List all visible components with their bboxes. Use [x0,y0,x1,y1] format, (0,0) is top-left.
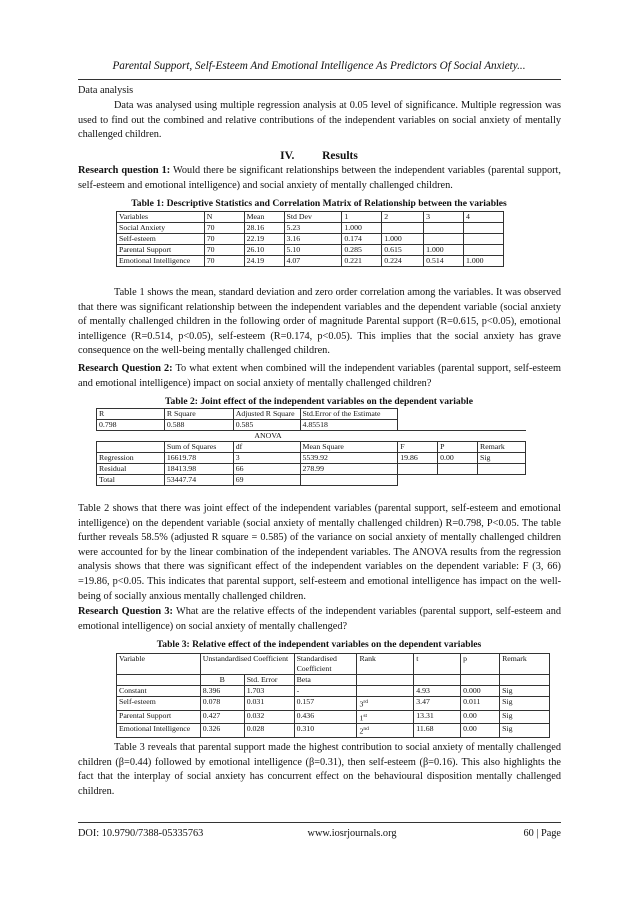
running-header: Parental Support, Self-Esteem And Emotional Intelligence As Predictors Of Social Anxiety... [112,60,526,72]
table3-header-cell: B [200,675,244,686]
section-heading [0,150,638,162]
section-number: IV. [280,150,295,162]
table-cell: 3 [233,453,300,464]
rq1-paragraph [78,164,561,193]
table-cell: 1.703 [244,686,294,697]
table-cell: 4.93 [414,686,461,697]
table-cell: 278.99 [300,464,398,475]
table-row [117,686,550,697]
table-cell: 0.000 [461,686,500,697]
table-row [117,724,550,738]
table-cell [478,475,526,486]
rank-suffix: st [363,712,368,719]
table-cell: 11.68 [414,724,461,738]
rq3-paragraph [78,605,561,634]
table3-header-cell: Variable [117,654,201,675]
table-row [97,464,526,475]
table-cell [438,464,478,475]
table-cell: 0.078 [200,697,244,711]
table-cell: 16619.78 [164,453,233,464]
table-cell: 66 [233,464,300,475]
table2-anova-header-row [97,442,526,453]
table-cell: 0.326 [200,724,244,738]
table-cell: 0.514 [424,256,464,267]
table-cell: 5.23 [284,223,342,234]
table-cell: Emotional Intelligence [117,256,205,267]
rq2-label: Research Question 2: [78,363,173,374]
rank-value: 3 [359,699,364,709]
table-cell: 26.10 [244,245,284,256]
footer-rule [78,822,561,823]
table-cell [438,475,478,486]
table-cell: - [294,686,357,697]
table-cell: 0.031 [244,697,294,711]
table-cell [398,464,438,475]
table-cell: 1.000 [424,245,464,256]
table3-blank-cell [500,675,550,686]
table-cell: 24.19 [244,256,284,267]
rank-suffix: rd [363,699,368,705]
table-row [117,223,504,234]
footer-page: 60 | Page [523,828,561,839]
table-cell: Residual [97,464,165,475]
rank-cell [357,686,414,697]
table-cell: 70 [204,234,244,245]
table-cell [424,223,464,234]
table-cell: 0.585 [233,420,300,431]
rank-cell [357,710,414,724]
table-cell: Social Anxiety [117,223,205,234]
table2-header-cell: F [398,442,438,453]
header-rule [78,79,561,80]
rq2-text: To what extent when combined will the independent variables (parental support, self-esteem and emotional intelligence) impact on social anxiety of mentally challenged children? [78,363,562,389]
table-cell [478,464,526,475]
table-cell: 22.19 [244,234,284,245]
table-cell: 0.028 [244,724,294,738]
table-row [117,245,504,256]
table-cell: 0.011 [461,697,500,711]
rank-cell [357,697,414,711]
rq3-text: What are the relative effects of the independent variables (parental support, self-esteem and emotional intelligence) on social anxiety of mentally challenged? [78,606,561,632]
table2-summary-header-row [97,409,526,420]
table-cell: 0.221 [342,256,382,267]
table2-header-cell: Mean Square [300,442,398,453]
table-cell: Parental Support [117,245,205,256]
table-cell: 0.798 [97,420,165,431]
table1-header-row [117,212,504,223]
table2-blank-cell [398,409,526,420]
table2-header-cell: Sum of Squares [164,442,233,453]
table-cell: 8.396 [200,686,244,697]
table-row [117,710,550,724]
table2-blank-cell [398,420,526,431]
table-cell: 0.615 [382,245,424,256]
table3-header-cell: Unstandardised Coefficient [200,654,294,675]
table2-header-cell: R [97,409,165,420]
table3-header-cell: Rank [357,654,414,675]
table-cell: Sig [500,686,550,697]
rank-cell [357,724,414,738]
table2-header-cell: Remark [478,442,526,453]
table2-header-cell: P [438,442,478,453]
table-cell: 5.10 [284,245,342,256]
table1-header-cell: Std Dev [284,212,342,223]
table1 [116,211,504,267]
table-cell: Sig [478,453,526,464]
table1-header-cell: Variables [117,212,205,223]
table-cell: 28.16 [244,223,284,234]
table-cell: 18413.98 [164,464,233,475]
table-cell: 70 [204,256,244,267]
table-cell: 53447.74 [164,475,233,486]
table2-discussion: Table 2 shows that there was joint effect of the independent variables (parental support, self-esteem and emotional intelligence) on the dependent variable (social anxiety of mentally challenged children) R=0.798, P<0.05. The table further reveals 58.5% (adjusted R square = 0.585) of the variance on social anxiety of mentally challenged children were accounted for by the linear combination of the independent variables. The ANOVA results from the regression analysis shows that there was significant effect of the independent variables on the dependent variable: F (3, 66) =19.86, p<0.05. This indicates that parental support, self-esteem and emotional intelligence has impact on the well-being of socially anxious mentally challenged children. [78,503,561,602]
table-cell [398,475,438,486]
table-cell: 0.285 [342,245,382,256]
table-cell: 0.588 [164,420,233,431]
table2-header-cell: Std.Error of the Estimate [300,409,398,420]
table3-header-cell: Remark [500,654,550,675]
footer-site: www.iosrjournals.org [307,828,397,839]
table-cell [300,475,398,486]
table-cell [424,234,464,245]
table-row [97,475,526,486]
rq1-label: Research question 1: [78,165,171,176]
table1-caption: Table 1: Descriptive Statistics and Correlation Matrix of Relationship between the variables [131,198,507,209]
table-cell: 4.85518 [300,420,398,431]
anova-title [97,431,526,442]
table-row [117,697,550,711]
table-cell: 19.86 [398,453,438,464]
section-title: Results [322,150,358,162]
table-cell: Sig [500,697,550,711]
table3-caption: Table 3: Relative effect of the independent variables on the dependent variables [156,639,482,650]
table3-header-cell: Standardised Coefficient [294,654,357,675]
table-cell: 0.00 [461,710,500,724]
table-cell: 0.00 [461,724,500,738]
table3-blank-cell [414,675,461,686]
data-analysis-paragraph: Data was analysed using multiple regression analysis at 0.05 level of significance. Multiple regression was used to find out the combined and relative contributions of the independent variables on social anxiety of mentally challenged children. [78,100,561,141]
table-cell [464,223,504,234]
table2-header-cell: df [233,442,300,453]
rq3-label: Research Question 3: [78,606,173,617]
rq1-text: Would there be significant relationships between the independent variables (parental support, self-esteem and emotional intelligence) and social anxiety of mentally challenged children. [78,165,561,191]
table2-anova-title-row [97,431,526,442]
table3-blank-cell [117,675,201,686]
table-cell: Total [97,475,165,486]
table-cell [464,234,504,245]
table2-header-cell: Adjusted R Square [233,409,300,420]
anova-title-text: ANOVA [254,431,282,440]
table1-header-cell: 3 [424,212,464,223]
table1-header-cell: 1 [342,212,382,223]
table-cell: 0.224 [382,256,424,267]
table-cell: 0.436 [294,710,357,724]
table-cell: 3.16 [284,234,342,245]
table2-header-cell [97,442,165,453]
table3-header-row [117,654,550,675]
table-cell: 4.07 [284,256,342,267]
rq2-paragraph [78,362,561,391]
table2-caption: Table 2: Joint effect of the independent variables on the dependent variable [165,396,473,407]
table-cell [464,245,504,256]
rank-value: 2 [359,726,364,736]
table2-summary-row [97,420,526,431]
table-cell: 0.427 [200,710,244,724]
table-cell: Sig [500,724,550,738]
table3-subheader-row [117,675,550,686]
table-row [117,256,504,267]
table-cell: Regression [97,453,165,464]
table-row [117,234,504,245]
table2-header-cell: R Square [164,409,233,420]
table1-header-cell: N [204,212,244,223]
table3-header-cell: Beta [294,675,357,686]
rank-value: 1 [359,713,364,723]
data-analysis-heading: Data analysis [78,85,134,96]
table2 [96,408,526,486]
table-cell: 70 [204,245,244,256]
table-cell: 69 [233,475,300,486]
table-cell: Self-esteem [117,697,201,711]
table-cell: 5539.92 [300,453,398,464]
table3-discussion: Table 3 reveals that parental support made the highest contribution to social anxiety of mentally challenged children (β=0.44) followed by emotional intelligence (β=0.31), then self-esteem (β=0.16). This also highlights the fact that the interplay of social anxiety has concurrent effect on the behavioural disposition mentally challenged children. [78,742,561,797]
table3-blank-cell [461,675,500,686]
table1-header-cell: 2 [382,212,424,223]
table-cell [382,223,424,234]
table-cell: 13.31 [414,710,461,724]
table-cell: 0.032 [244,710,294,724]
table-cell: Sig [500,710,550,724]
table-cell: 0.174 [342,234,382,245]
table3-header-cell: Std. Error [244,675,294,686]
table-cell: 3.47 [414,697,461,711]
table-cell: Emotional Intelligence [117,724,201,738]
table-cell: 1.000 [382,234,424,245]
table-cell: Constant [117,686,201,697]
table1-discussion: Table 1 shows the mean, standard deviation and zero order correlation among the variables. It was observed that there was significant relationship between the independent variables and the dependent variable (social anxiety of mentally challenged children in the following order of magnitude Parental support (R=0.615, p<0.05), emotional intelligence (R=0.514, p<0.05), self-esteem (R=0.174, p<0.05). This implies that the social anxiety has grave consequence on the well-being mentally challenged children. [78,287,561,357]
table-cell: 1.000 [342,223,382,234]
footer-doi: DOI: 10.9790/7388-05335763 [78,828,204,839]
table3 [116,653,550,738]
rank-suffix: nd [363,726,369,733]
table1-header-cell: Mean [244,212,284,223]
table-row [97,453,526,464]
table-cell: 0.157 [294,697,357,711]
table3-header-cell: t [414,654,461,675]
table-cell: 0.00 [438,453,478,464]
table-cell: 0.310 [294,724,357,738]
table1-header-cell: 4 [464,212,504,223]
table-cell: 70 [204,223,244,234]
table3-header-cell: p [461,654,500,675]
table-cell: 1.000 [464,256,504,267]
table-cell: Parental Support [117,710,201,724]
table-cell: Self-esteem [117,234,205,245]
table3-blank-cell [357,675,414,686]
